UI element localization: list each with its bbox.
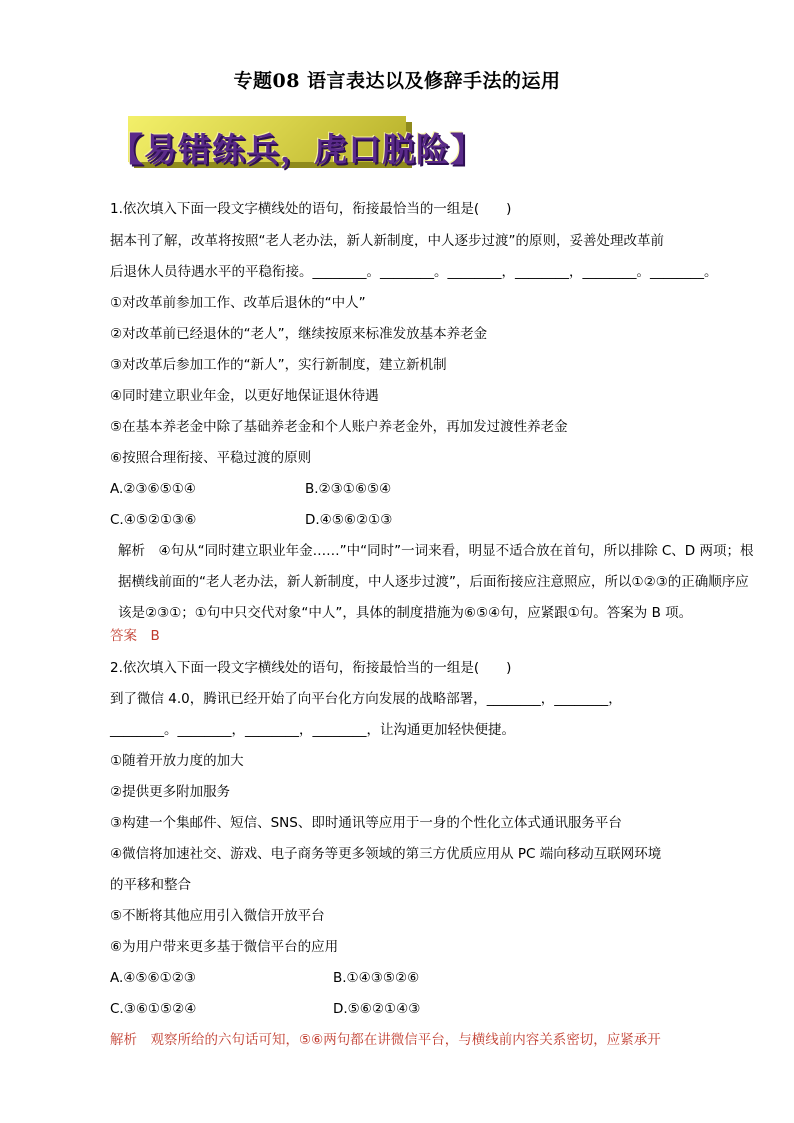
q2-item: ②提供更多附加服务 bbox=[110, 784, 231, 800]
q1-item: ⑥按照合理衔接、平稳过渡的原则 bbox=[110, 450, 312, 466]
banner-text: 【易错练兵，虎口脱险】 bbox=[110, 130, 484, 169]
q2-item: ①随着开放力度的加大 bbox=[110, 753, 244, 769]
q2-item: ⑥为用户带来更多基于微信平台的应用 bbox=[110, 939, 339, 955]
q1-option-c: C.④⑤②①③⑥ bbox=[110, 512, 197, 528]
q1-item: ④同时建立职业年金，以更好地保证退休待遇 bbox=[110, 388, 379, 404]
q1-analysis-line: 解析 ④句从“同时建立职业年金……”中“同时”一词来看，明显不适合放在首句，所以排除 C、D 两项；根 bbox=[118, 543, 754, 559]
section-banner bbox=[110, 116, 484, 176]
q2-option-d: D.⑤⑥②①④③ bbox=[333, 1001, 421, 1017]
q1-item: ②对改革前已经退休的“老人”，继续按原来标准发放基本养老金 bbox=[110, 326, 488, 342]
q2-passage-line: ________。________，________，________，让沟通更加轻快便捷。 bbox=[110, 722, 515, 738]
q2-item: ⑤不断将其他应用引入微信开放平台 bbox=[110, 908, 325, 924]
q2-passage-line: 到了微信 4.0，腾讯已经开始了向平台化方向发展的战略部署，________，________， bbox=[110, 691, 622, 707]
q2-stem: 2.依次填入下面一段文字横线处的语句，衔接最恰当的一组是( ) bbox=[110, 660, 512, 676]
q1-analysis-line: 据横线前面的“老人老办法，新人新制度，中人逐步过渡”，后面衔接应注意照应，所以①②③的正确顺序应 bbox=[118, 574, 749, 590]
page-title: 专题08 语言表达以及修辞手法的运用 bbox=[233, 70, 561, 92]
q1-passage-line: 后退休人员待遇水平的平稳衔接。________。________。________，________，________。________。 bbox=[110, 264, 718, 280]
q1-item: ①对改革前参加工作、改革后退休的“中人” bbox=[110, 295, 366, 311]
q2-analysis-line: 解析 观察所给的六句话可知，⑤⑥两句都在讲微信平台，与横线前内容关系密切，应紧承开 bbox=[110, 1032, 661, 1048]
q1-answer: 答案 B bbox=[110, 628, 160, 644]
q2-option-c: C.③⑥①⑤②④ bbox=[110, 1001, 197, 1017]
q1-item: ③对改革后参加工作的“新人”，实行新制度，建立新机制 bbox=[110, 357, 447, 373]
q2-option-a: A.④⑤⑥①②③ bbox=[110, 970, 196, 986]
q1-item: ⑤在基本养老金中除了基础养老金和个人账户养老金外，再加发过渡性养老金 bbox=[110, 419, 568, 435]
q1-passage-line: 据本刊了解，改革将按照“老人老办法，新人新制度，中人逐步过渡”的原则，妥善处理改革前 bbox=[110, 233, 664, 249]
q1-option-b: B.②③①⑥⑤④ bbox=[305, 481, 392, 497]
q1-option-a: A.②③⑥⑤①④ bbox=[110, 481, 196, 497]
q1-option-d: D.④⑤⑥②①③ bbox=[305, 512, 393, 528]
q2-item: ③构建一个集邮件、短信、SNS、即时通讯等应用于一身的个性化立体式通讯服务平台 bbox=[110, 815, 622, 831]
q1-stem: 1.依次填入下面一段文字横线处的语句，衔接最恰当的一组是( ) bbox=[110, 201, 512, 217]
q2-item: ④微信将加速社交、游戏、电子商务等更多领域的第三方优质应用从 PC 端向移动互联网环境 bbox=[110, 846, 662, 862]
q2-option-b: B.①④③⑤②⑥ bbox=[333, 970, 420, 986]
q1-analysis-line: 该是②③①；①句中只交代对象“中人”，具体的制度措施为⑥⑤④句，应紧跟①句。答案为 B 项。 bbox=[118, 605, 693, 621]
q2-item-continuation: 的平移和整合 bbox=[110, 877, 191, 893]
